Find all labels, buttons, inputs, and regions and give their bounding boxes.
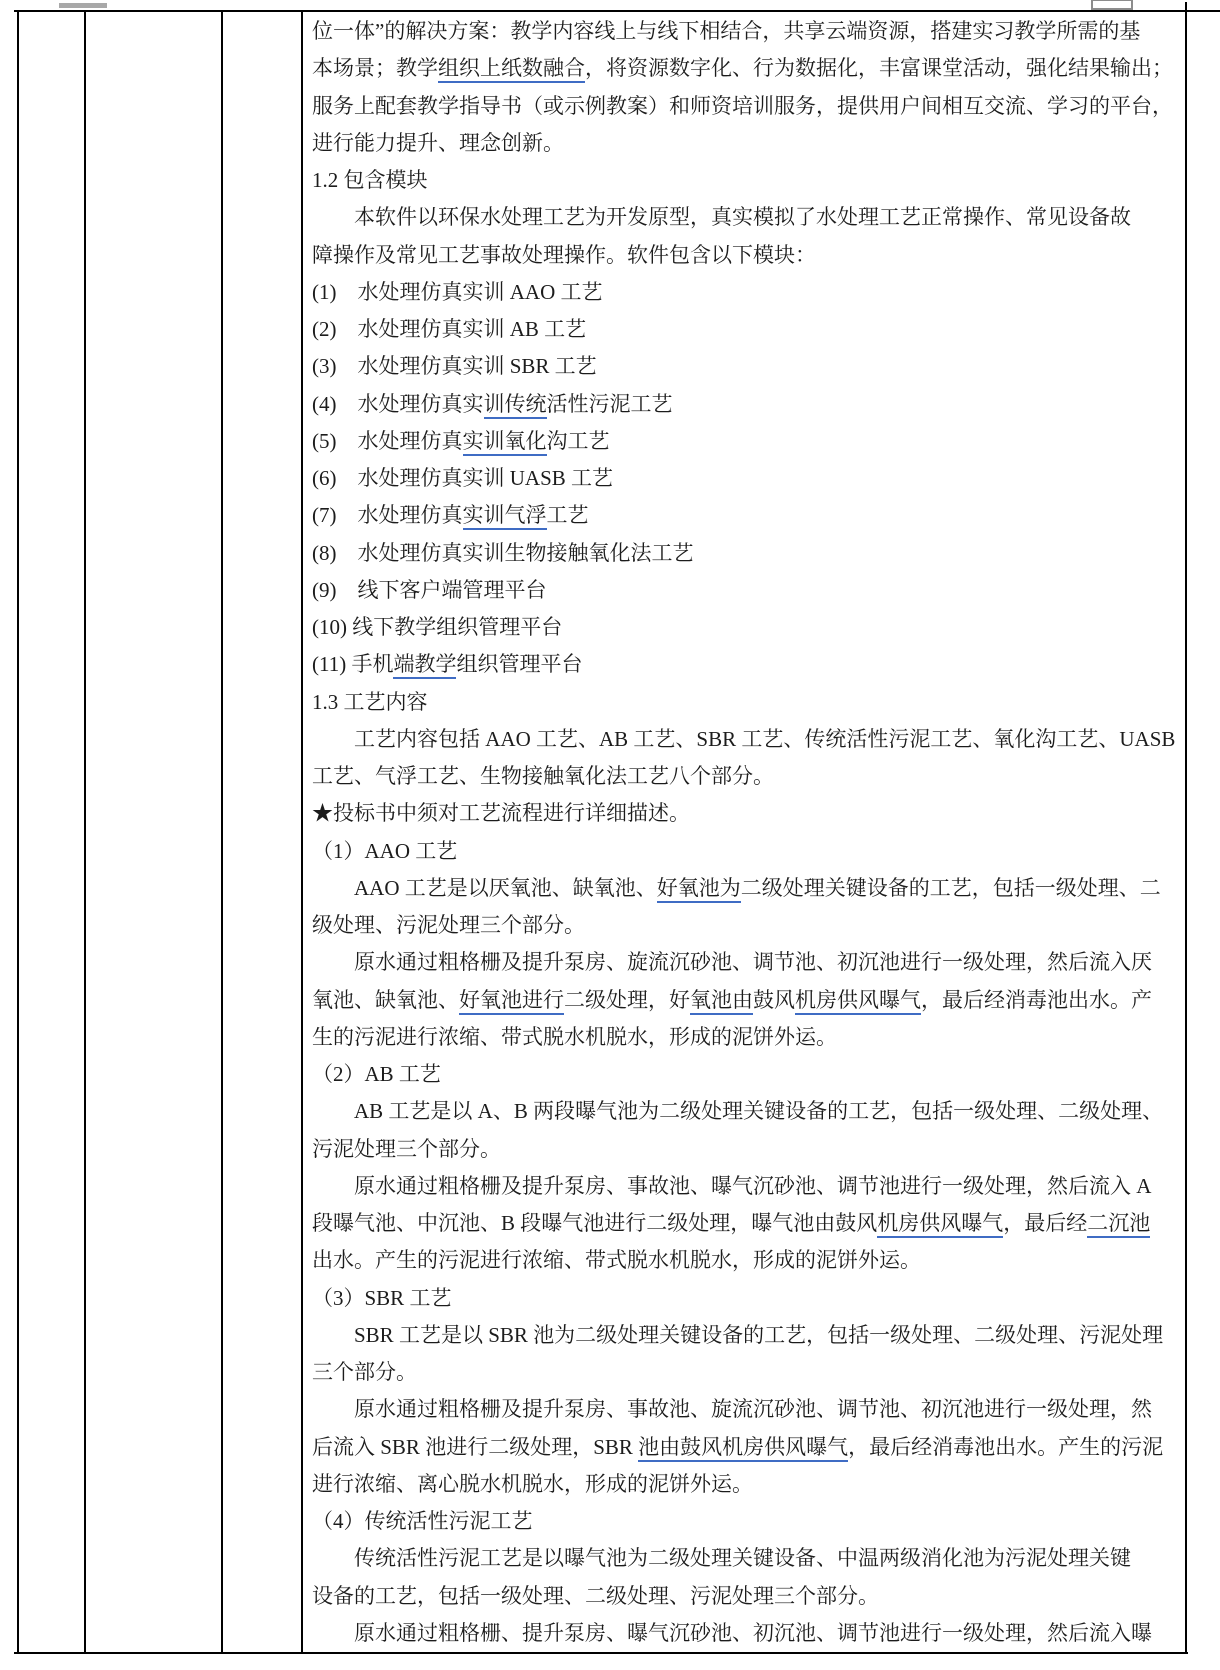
text-line xyxy=(312,88,1180,125)
text-segment: （2）AB 工艺 xyxy=(312,1062,441,1086)
text-line xyxy=(312,1540,1180,1577)
text-line xyxy=(312,1019,1180,1056)
text-line xyxy=(312,1466,1180,1503)
text-line xyxy=(312,721,1180,758)
text-segment: 鼓风 xyxy=(753,987,795,1012)
text-segment: AB 工艺是以 A、B 两段曝气池为二级处理关键设备的工艺，包括一级处理、二级处理、 xyxy=(312,1099,1164,1124)
text-line xyxy=(312,646,1180,683)
text-segment: 污泥处理三个部分。 xyxy=(312,1136,501,1161)
text-segment: （3）SBR 工艺 xyxy=(312,1285,452,1310)
text-line xyxy=(312,609,1180,646)
text-segment: 工艺、气浮工艺、生物接触氧化法工艺八个部分。 xyxy=(312,764,774,788)
text-segment: (2) 水处理仿真实训 AB 工艺 xyxy=(312,317,587,341)
text-line xyxy=(312,274,1180,311)
text-line xyxy=(312,1093,1180,1130)
text-segment: 原水通过粗格栅及提升泵房、旋流沉砂池、调节池、初沉池进行一级处理，然后流入厌 xyxy=(312,950,1152,975)
text-line xyxy=(312,1354,1180,1391)
text-segment: 级处理、污泥处理三个部分。 xyxy=(312,913,585,937)
text-segment: 组织管理平台 xyxy=(456,652,583,677)
text-line xyxy=(312,982,1180,1019)
text-segment: ，最后经消毒池出水。产生的污泥 xyxy=(848,1434,1164,1459)
grammar-check-underline: 训传统 xyxy=(484,392,547,419)
grammar-check-underline: 好氧池进行 xyxy=(459,988,564,1015)
grammar-check-underline: 实训氧化 xyxy=(463,429,547,456)
text-line xyxy=(312,1242,1180,1279)
text-segment: (4) 水处理仿真实 xyxy=(312,391,484,416)
grammar-check-underline: 机房供风曝气 xyxy=(877,1211,1003,1238)
text-line xyxy=(312,535,1180,572)
text-segment: (7) 水处理仿真 xyxy=(312,503,463,528)
text-segment: 二级处理关键设备的工艺，包括一级处理、二 xyxy=(740,875,1161,900)
text-line xyxy=(312,1429,1180,1466)
text-segment: 段曝气池、中沉池、B 段曝气池进行二级处理，曝气池由鼓风 xyxy=(312,1211,878,1235)
text-line xyxy=(312,348,1180,385)
text-segment: ，最后经 xyxy=(1003,1211,1088,1235)
text-line xyxy=(312,386,1180,423)
text-segment: 出水。产生的污泥进行浓缩、带式脱水机脱水，形成的泥饼外运。 xyxy=(312,1248,921,1273)
text-segment: 活性污泥工艺 xyxy=(546,391,673,416)
text-segment: 进行浓缩、离心脱水机脱水，形成的泥饼外运。 xyxy=(312,1471,753,1496)
text-segment: 服务上配套教学指导书（或示例教案）和师资培训服务，提供用户间相互交流、学习的平台， xyxy=(312,93,1173,118)
text-segment: 工艺 xyxy=(546,503,589,528)
text-line xyxy=(312,460,1180,497)
text-segment: 工艺内容包括 AAO 工艺、AB 工艺、SBR 工艺、传统活性污泥工艺、氧化沟工艺、UASB xyxy=(312,726,1176,751)
text-segment: (3) 水处理仿真实训 SBR 工艺 xyxy=(312,354,597,379)
text-segment: 原水通过粗格栅及提升泵房、事故池、曝气沉砂池、调节池进行一级处理，然后流入 A xyxy=(312,1173,1152,1198)
text-segment: ★投标书中须对工艺流程进行详细描述。 xyxy=(312,801,690,826)
text-line xyxy=(312,1317,1180,1354)
text-segment: （1）AAO 工艺 xyxy=(312,838,458,863)
text-segment: 生的污泥进行浓缩、带式脱水机脱水，形成的泥饼外运。 xyxy=(312,1024,837,1049)
text-segment: (6) 水处理仿真实训 UASB 工艺 xyxy=(312,466,614,490)
text-segment: (8) 水处理仿真实训生物接触氧化法工艺 xyxy=(312,540,694,565)
text-segment: 氧池、缺氧池、 xyxy=(312,987,459,1012)
text-line xyxy=(312,1503,1180,1540)
text-line xyxy=(312,907,1180,944)
grammar-check-underline: 机房供风曝气 xyxy=(795,988,921,1015)
grammar-check-underline: 组织上纸数融合 xyxy=(438,56,585,83)
text-line xyxy=(312,795,1180,832)
text-line xyxy=(312,944,1180,981)
text-segment: 原水通过粗格栅及提升泵房、事故池、旋流沉砂池、调节池、初沉池进行一级处理，然 xyxy=(312,1397,1152,1422)
empty-cell-2 xyxy=(86,12,221,1652)
text-segment: 二级处理，好 xyxy=(564,987,690,1012)
text-line xyxy=(312,1578,1180,1615)
text-line xyxy=(312,684,1180,721)
text-line xyxy=(312,13,1180,50)
text-line xyxy=(312,1205,1180,1242)
text-segment: 原水通过粗格栅、提升泵房、曝气沉砂池、初沉池、调节池进行一级处理，然后流入曝 xyxy=(312,1620,1152,1645)
grammar-check-underline: 池由鼓风机房供风曝气 xyxy=(638,1435,848,1462)
page-top-gray-artifact-left xyxy=(59,3,107,8)
text-segment: 1.2 包含模块 xyxy=(312,168,428,192)
text-segment: (9) 线下客户端管理平台 xyxy=(312,577,547,602)
text-segment: 进行能力提升、理念创新。 xyxy=(312,130,564,155)
text-line xyxy=(312,311,1180,348)
text-line xyxy=(312,199,1180,236)
text-line xyxy=(312,497,1180,534)
text-segment: 传统活性污泥工艺是以曝气池为二级处理关键设备、中温两级消化池为污泥处理关键 xyxy=(312,1546,1131,1571)
text-segment: ，最后经消毒池出水。产 xyxy=(921,987,1152,1012)
text-line xyxy=(312,1615,1180,1652)
empty-cell-1 xyxy=(19,12,84,1652)
grammar-check-underline: 端教学 xyxy=(393,652,456,679)
text-line xyxy=(312,423,1180,460)
text-segment: AAO 工艺是以厌氧池、缺氧池、 xyxy=(312,875,657,900)
text-segment: 本软件以环保水处理工艺为开发原型，真实模拟了水处理工艺正常操作、常见设备故 xyxy=(312,205,1131,230)
text-segment: 三个部分。 xyxy=(312,1360,417,1384)
grammar-check-underline: 实训气浮 xyxy=(463,503,547,530)
text-segment: (1) 水处理仿真实训 AAO 工艺 xyxy=(312,279,603,304)
table-border-bottom xyxy=(14,1652,1188,1654)
text-line xyxy=(312,1391,1180,1428)
text-segment: 1.3 工艺内容 xyxy=(312,689,428,714)
text-segment: 沟工艺 xyxy=(546,428,610,453)
text-segment: (5) 水处理仿真 xyxy=(312,428,463,453)
text-segment: 设备的工艺，包括一级处理、二级处理、污泥处理三个部分。 xyxy=(312,1583,879,1608)
text-line xyxy=(312,870,1180,907)
text-line xyxy=(312,758,1180,795)
text-line xyxy=(312,1056,1180,1093)
text-segment: SBR 工艺是以 SBR 池为二级处理关键设备的工艺，包括一级处理、二级处理、污泥处理 xyxy=(312,1322,1164,1347)
table-column-line-3 xyxy=(301,10,303,1654)
text-segment: 位一体”的解决方案：教学内容线上与线下相结合，共享云端资源，搭建实习教学所需的基 xyxy=(312,19,1141,43)
page-top-gray-artifact-right xyxy=(1091,0,1133,10)
text-line xyxy=(312,1280,1180,1317)
grammar-check-underline: 好氧池为 xyxy=(657,876,741,903)
text-line xyxy=(312,162,1180,199)
table-border-right xyxy=(1185,2,1187,1654)
text-segment: 障操作及常见工艺事故处理操作。软件包含以下模块： xyxy=(312,242,816,267)
text-line xyxy=(312,237,1180,274)
text-line xyxy=(312,125,1180,162)
text-line xyxy=(312,1168,1180,1205)
spec-text-cell xyxy=(312,13,1180,1652)
text-segment: 后流入 SBR 池进行二级处理，SBR xyxy=(312,1434,639,1459)
text-line xyxy=(312,1131,1180,1168)
empty-cell-3 xyxy=(223,12,301,1652)
text-segment: （4）传统活性污泥工艺 xyxy=(312,1509,533,1533)
text-segment: 本场景；教学 xyxy=(312,56,438,81)
text-line xyxy=(312,572,1180,609)
text-segment: (11) 手机 xyxy=(312,652,394,677)
text-line xyxy=(312,833,1180,870)
text-line xyxy=(312,50,1180,87)
text-segment: ，将资源数字化、行为数据化，丰富课堂活动，强化结果输出； xyxy=(585,56,1173,81)
text-segment: (10) 线下教学组织管理平台 xyxy=(312,615,563,639)
grammar-check-underline: 二沉池 xyxy=(1087,1211,1150,1238)
grammar-check-underline: 氧池由 xyxy=(690,988,753,1015)
